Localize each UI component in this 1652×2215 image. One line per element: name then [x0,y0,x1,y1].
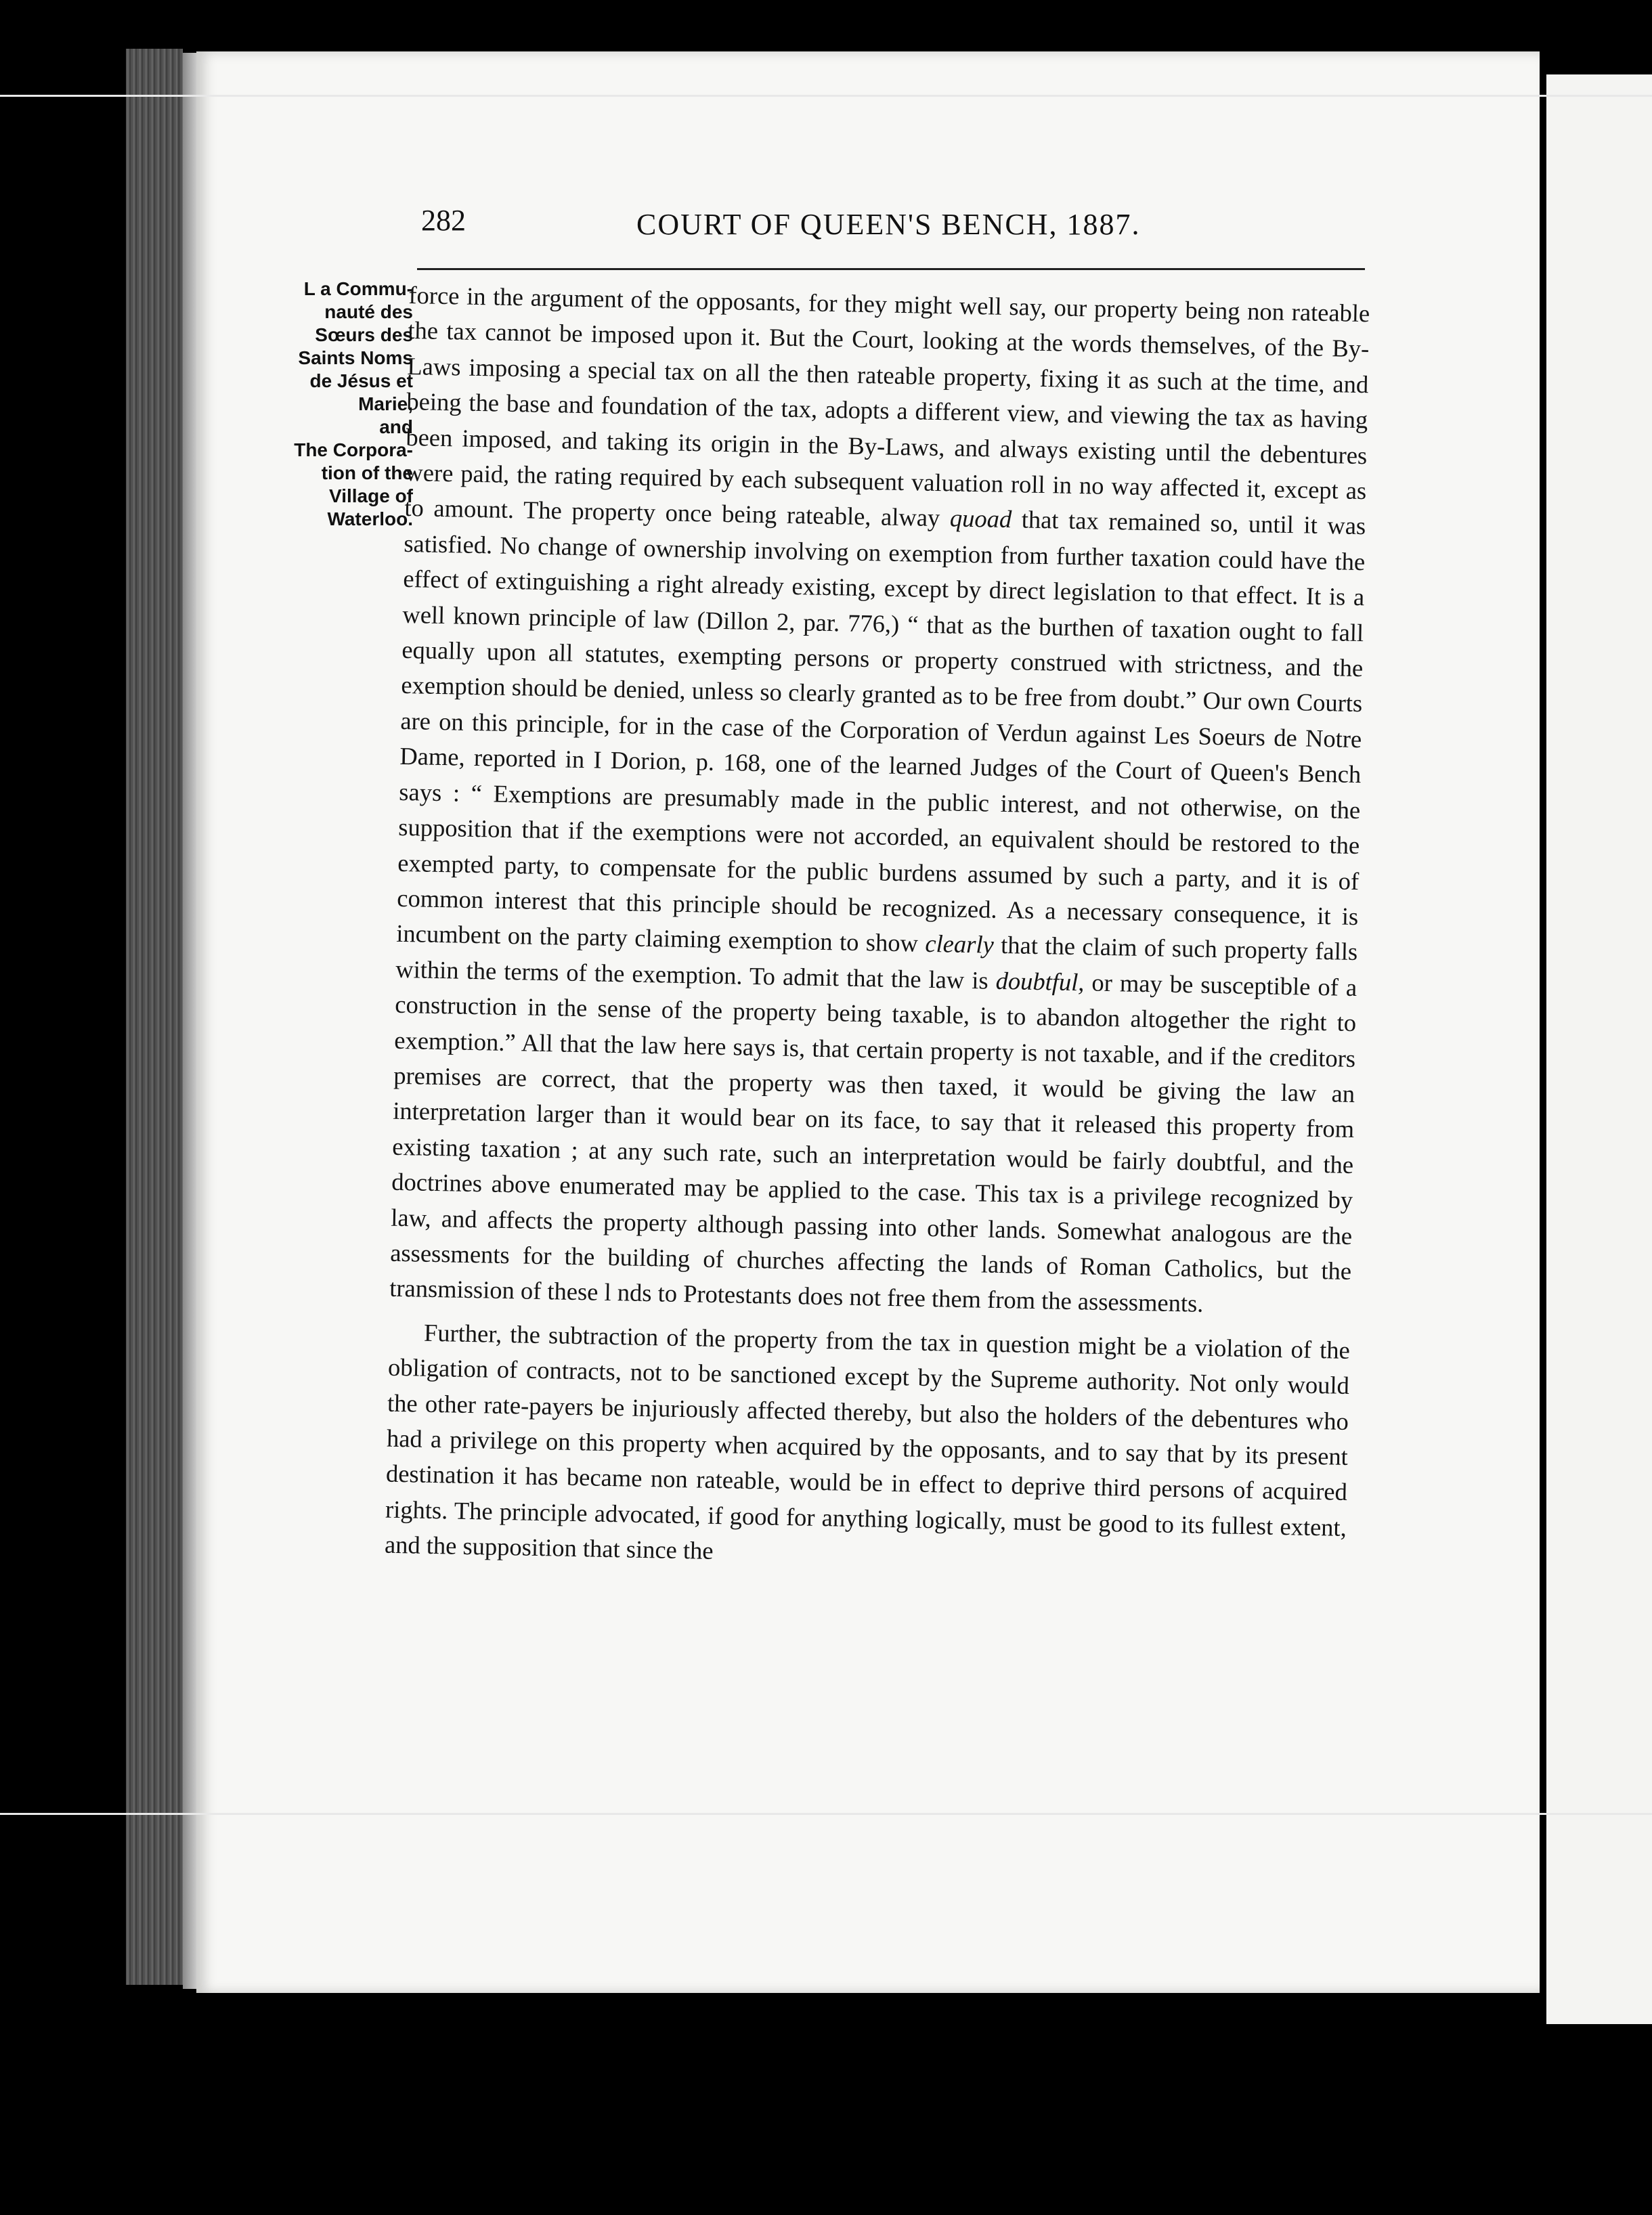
page-number: 282 [421,204,466,237]
margin-note-line: Sœurs des [315,324,413,345]
paragraph-1-part-4: or may be susceptible of a construction in the sense of the property being taxable, is to abandon altogether the right to exemption.” All that the law here says is, that certain property is not taxable, and if the creditors premises are correct, that the property was then taxed, it would be giving the law an interpretation larger than it would bear on its face, to say that it released this property from existing taxation ; at any such rate, such an interpretation would be fairly doubtful, and the doctrines above enumerated may be applied to the case. This tax is a privilege recognized by law, and affects the property although passing into other lands. Somewhat analogous are the assessments for the building of churches affecting the lands of Roman Catholics, but the transmission of these l nds to Protestants does not free them from the assessments. [389,968,1357,1318]
italic-doubtful: doubtful, [995,966,1085,996]
body-text [385,278,1370,1581]
paragraph-1-part-1: force in the argument of the opposants, for they might well say, our property being non rateable the tax cannot be imposed upon it. But the Court, looking at the words themselves, of the By-Laws imposing a special tax on all the then rateable property, fixing it as such at the time, and being the base and foundation of the tax, adopts a different view, and viewing the tax as having been imposed, and taking its origin in the By-Laws, and always existing until the debentures were paid, the rating required by each subsequent valuation roll in no way affected it, except as to amount. The property once being rateable, alway [404,280,1370,532]
scan-artifact-line [0,1813,1652,1815]
margin-note-line: nauté des [324,301,413,322]
margin-note-line: Saints Noms [298,347,413,368]
paragraph-1-part-2: that tax remained so, until it was satisfied. No change of ownership involving on exemption from further taxation could have the effect of extinguishing a right already existing, except by direct legislation to that effect. It is a well known principle of law (Dillon 2, par. 776,) “ that as the burthen of taxation ought to fall equally upon all statutes, exempting persons or property construed with strictness, and the exemption should be denied, unless so clearly granted as to be free from doubt.” Our own Courts are on this principle, for in the case of the Corporation of Verdun against Les Soeurs de Notre Dame, reported in I Dorion, p. 168, one of the learned Judges of the Court of Queen's Bench says : “ Exemptions are presumably made in the public interest, and not otherwise, on the supposition that if the exemptions were not accorded, an equivalent should be restored to the exempted party, to compensate for the public burdens assumed by such a party, and it is of common interest that this principle should be recognized. As a necessary consequence, it is incumbent on the party claiming exemption to show [396,505,1366,957]
italic-clearly: clearly [925,929,995,959]
margin-note-line: and [379,416,413,437]
book-spine [126,49,183,1985]
page-header [421,203,1369,250]
margin-note-line: Waterloo. [327,508,413,529]
header-rule [417,268,1365,270]
margin-note-line: L a Commu- [303,278,413,299]
margin-note [257,278,413,531]
margin-note-line: Marie, [358,393,413,414]
scan-artifact-line [0,95,1652,97]
italic-quoad: quoad [949,504,1012,533]
facing-page-edge [1546,74,1652,2024]
margin-note-line: de Jésus et [309,370,413,391]
page-stack-edge [183,53,198,1989]
paragraph-1 [389,278,1370,1325]
paragraph-2: Further, the subtraction of the property from the tax in question might be a violation of the obligation of contracts, not to be sanctioned except by the Supreme authority. Not only would the other rate-payers be injuriously affected thereby, but also the holders of the debentures who had a privilege on this property when acquired by the opposants, and to say that by its present destination it has became non rateable, would be in effect to deprive third persons of acquired rights. The principle advocated, if good for anything logically, must be good to its fullest extent, and the supposition that since the [384,1318,1351,1565]
margin-note-line: The Corpora- [294,439,413,460]
running-head: COURT OF QUEEN'S BENCH, 1887. [636,208,1141,241]
paragraph-1-part-3: that the claim of such property falls within the terms of the exemption. To admit that the law is [395,931,1358,994]
margin-note-line: tion of the [321,462,413,483]
margin-note-line: Village of [329,485,413,506]
